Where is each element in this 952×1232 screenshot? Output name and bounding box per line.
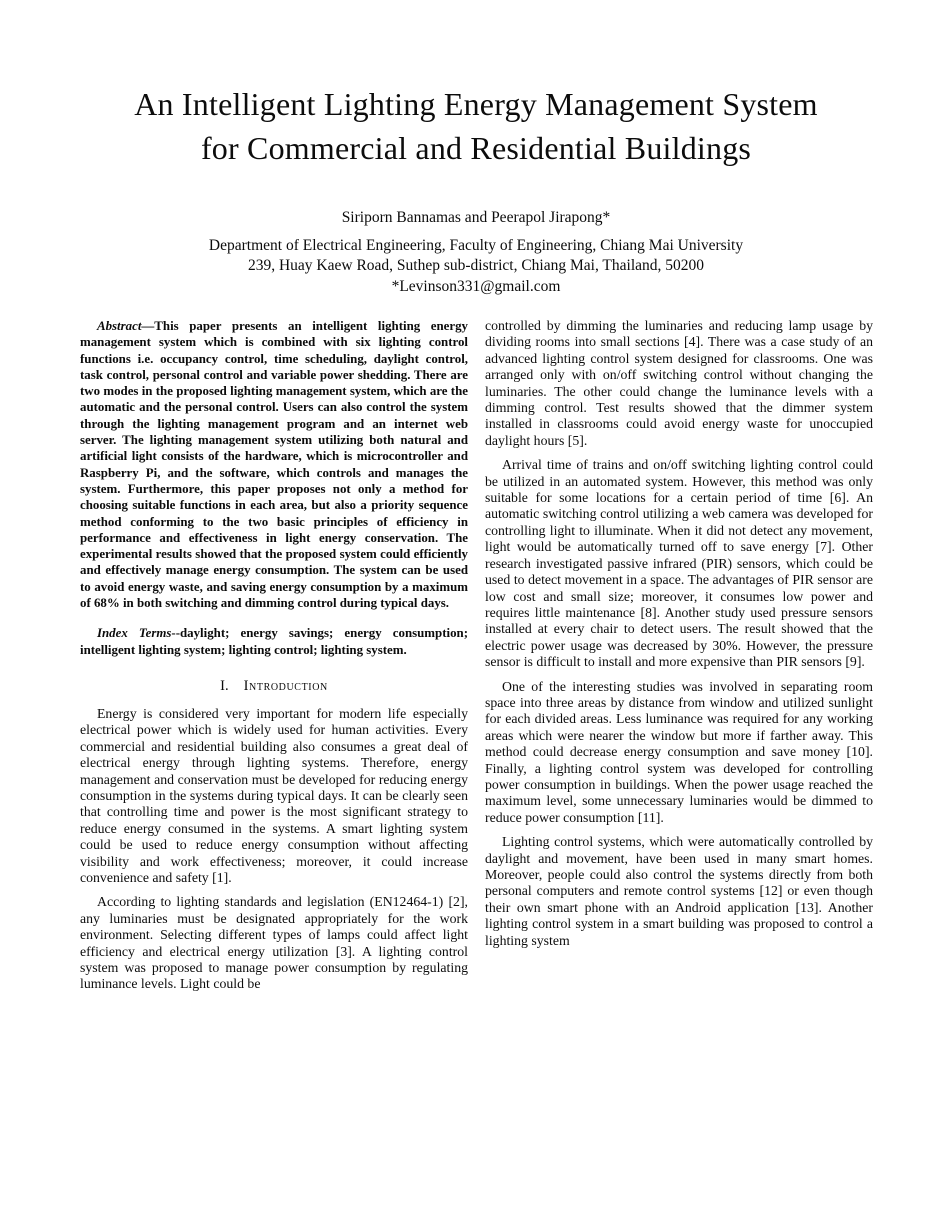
title-line-1: An Intelligent Lighting Energy Management System bbox=[134, 86, 818, 122]
left-column bbox=[80, 318, 468, 1001]
section-heading-introduction bbox=[80, 678, 468, 695]
author-block bbox=[0, 208, 952, 297]
abstract-paragraph bbox=[80, 318, 468, 611]
two-column-body bbox=[80, 318, 873, 1001]
index-terms-text: --daylight; energy savings; energy consumption; intelligent lighting system; lighting control; lighting system. bbox=[80, 626, 468, 657]
affiliation: Department of Electrical Engineering, Faculty of Engineering, Chiang Mai University bbox=[208, 236, 744, 254]
right-column bbox=[485, 318, 873, 1001]
address: 239, Huay Kaew Road, Suthep sub-district, Chiang Mai, Thailand, 50200 bbox=[247, 257, 705, 274]
paragraph-intro-5: One of the interesting studies was involved in separating room space into three areas by distance from window and utilized sunlight for each divided areas. Less luminance was required for any working areas which were nearer the window but more if farther away. This method could decrease energy consumption and save money [10]. Finally, a lighting control system was developed for controlling power consumption in buildings. When the power usage reached the maximum level, some unnecessary luminaries would be dimmed to reduce power consumption [11]. bbox=[485, 678, 873, 825]
index-terms-label: Index Terms bbox=[97, 626, 172, 641]
authors: Siriporn Bannamas and Peerapol Jirapong* bbox=[341, 209, 611, 226]
paragraph-intro-1: Energy is considered very important for modern life especially electrical power which is widely used for human activities. Every commercial and residential building also consumes a great deal of electrical energy through lighting systems. Therefore, energy management and conservation must be developed for reducing energy consumption in the systems during typical days. It can be clearly seen that controlling time and power is the most significant strategy to reduce energy consumed in the systems. A smart lighting system could be used to reduce energy consumption without affecting visibility and work effectiveness; moreover, it could increase convenience and safety [1]. bbox=[80, 705, 468, 885]
paragraph-intro-2: According to lighting standards and legislation (EN12464-1) [2], any luminaries must be designated appropriately for the work environment. Selecting different types of lamps could affect light efficiency and electrical energy utilization [3]. A lighting control system was proposed to manage power consumption by regulating luminance levels. Light could be bbox=[80, 894, 468, 992]
paragraph-intro-4: Arrival time of trains and on/off switching lighting control could be utilized in an automated system. However, this method was only suitable for some locations for a certain period of time [6]. An automatic switching control utilizing a web camera was developed for controlling light to illuminate. When it did not detect any movement, light would be automatically turned off to save energy [7]. Other research investigated passive infrared (PIR) sensors, which could be used to detect movement in a space. The advantages of PIR sensor are low cost and small size; moreover, it consumes low power and requires little maintenance [8]. Another study used pressure sensors installed at every chair to detect users. The result showed that the electric power usage was decreased by 30%. However, the pressure sensor is difficult to install and more expensive than PIR sensors [9]. bbox=[485, 457, 873, 670]
section-title: Introduction bbox=[243, 677, 328, 694]
title-block bbox=[0, 0, 952, 170]
email: *Levinson331@gmail.com bbox=[391, 277, 561, 295]
abstract-text: —This paper presents an intelligent lighting energy management system which is combined with six lighting control functions i.e. occupancy control, time scheduling, daylight control, task control, personal control and variable power shedding. There are two modes in the proposed lighting management system, which are the automatic and the personal control. Users can also control the system through the lighting management program and an internet web server. The lighting management system utilizing both natural and artificial light consists of the hardware, which is microcontroller and Raspberry Pi, and the software, which controls and manages the system. Furthermore, this paper proposes not only a method for choosing suitable functions in each area, but also a priority sequence method conforming to the two basic principles of efficiency in performance and effectiveness in light energy conservation. The experimental results showed that the proposed system could efficiently and effectively manage energy consumption. The system can be used to avoid energy waste, and saving energy consumption by a maximum of 68% in both switching and dimming control during typical days. bbox=[80, 319, 468, 611]
index-terms-paragraph bbox=[80, 625, 468, 658]
abstract-label: Abstract bbox=[97, 319, 142, 333]
title-line-2: for Commercial and Residential Buildings bbox=[200, 130, 752, 166]
paragraph-intro-6: Lighting control systems, which were automatically controlled by daylight and movement, have been used in many smart homes. Moreover, people could also control the systems directly from both personal computers and remote control systems [12] or even though their own smart phone with an Android application [13]. Another lighting control system in a smart building was proposed to control a lighting system bbox=[485, 834, 873, 948]
section-numeral: I. bbox=[220, 677, 229, 694]
paragraph-intro-3: controlled by dimming the luminaries and reducing lamp usage by dividing rooms into small sections [4]. There was a case study of an advanced lighting control system designed for classrooms. One was arranged only with on/off switching control without changing the luminaries. The other could change the luminance levels with a dimming control. Test results showed that the dimmer system installed in classrooms could avoid energy waste for unoccupied daylight hours [5]. bbox=[485, 318, 873, 448]
page-title bbox=[0, 82, 952, 170]
